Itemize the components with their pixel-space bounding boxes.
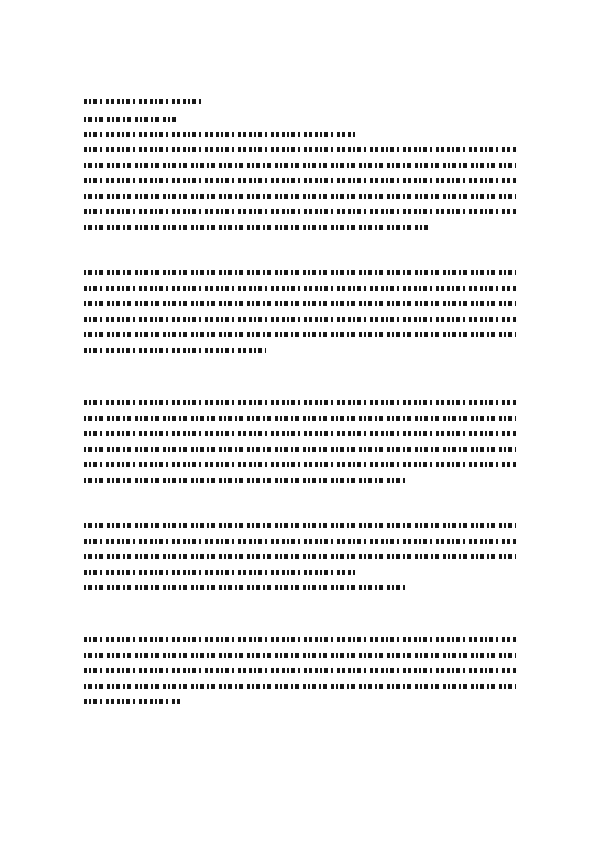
text-line-content (84, 194, 516, 199)
text-line (84, 580, 516, 596)
text-line-content (84, 431, 516, 436)
text-line (84, 457, 516, 473)
text-line-content (84, 668, 516, 673)
text-line-content (84, 653, 516, 658)
text-line-content (84, 684, 516, 689)
text-line-content (84, 570, 356, 575)
text-line (84, 694, 516, 710)
header-line (84, 112, 516, 128)
text-line-content (84, 178, 516, 183)
text-line-content (84, 348, 266, 353)
text-line-content (84, 209, 516, 214)
text-line (84, 296, 516, 312)
text-line-content (84, 585, 406, 590)
text-line-content (84, 147, 516, 152)
text-line-content (84, 301, 516, 306)
paragraph-5 (84, 632, 516, 710)
text-line (84, 549, 516, 565)
text-line (84, 327, 516, 343)
text-line-content (84, 539, 516, 544)
header-line-text (84, 132, 356, 137)
text-line-content (84, 478, 406, 483)
text-line (84, 632, 516, 648)
text-line (84, 518, 516, 534)
text-line-content (84, 637, 516, 642)
text-line (84, 473, 516, 489)
text-line (84, 281, 516, 297)
text-line (84, 173, 516, 189)
text-line-content (84, 447, 516, 452)
text-line (84, 411, 516, 427)
header-line-text (84, 99, 204, 104)
text-line-content (84, 332, 516, 337)
text-line-content (84, 317, 516, 322)
text-line (84, 142, 516, 158)
text-line (84, 189, 516, 205)
text-line (84, 426, 516, 442)
paragraph-1 (84, 142, 516, 235)
text-line (84, 679, 516, 695)
text-line (84, 442, 516, 458)
text-line-content (84, 523, 516, 528)
text-line-content (84, 400, 516, 405)
text-line-content (84, 163, 516, 168)
paragraph-3 (84, 395, 516, 488)
text-line (84, 265, 516, 281)
text-line (84, 343, 516, 359)
text-line (84, 220, 516, 236)
text-line (84, 663, 516, 679)
document-header (84, 94, 516, 143)
paragraph-4 (84, 518, 516, 596)
text-line (84, 648, 516, 664)
text-line (84, 158, 516, 174)
paragraph-2 (84, 265, 516, 358)
text-line-content (84, 270, 516, 275)
text-line (84, 312, 516, 328)
text-line-content (84, 286, 516, 291)
header-line (84, 127, 516, 143)
text-line-content (84, 462, 516, 467)
header-line-text (84, 117, 179, 122)
text-line (84, 565, 516, 581)
text-line-content (84, 699, 182, 704)
text-line-content (84, 225, 429, 230)
header-line (84, 94, 516, 110)
text-line (84, 395, 516, 411)
text-line (84, 204, 516, 220)
text-line (84, 534, 516, 550)
text-line-content (84, 416, 516, 421)
text-line-content (84, 554, 516, 559)
